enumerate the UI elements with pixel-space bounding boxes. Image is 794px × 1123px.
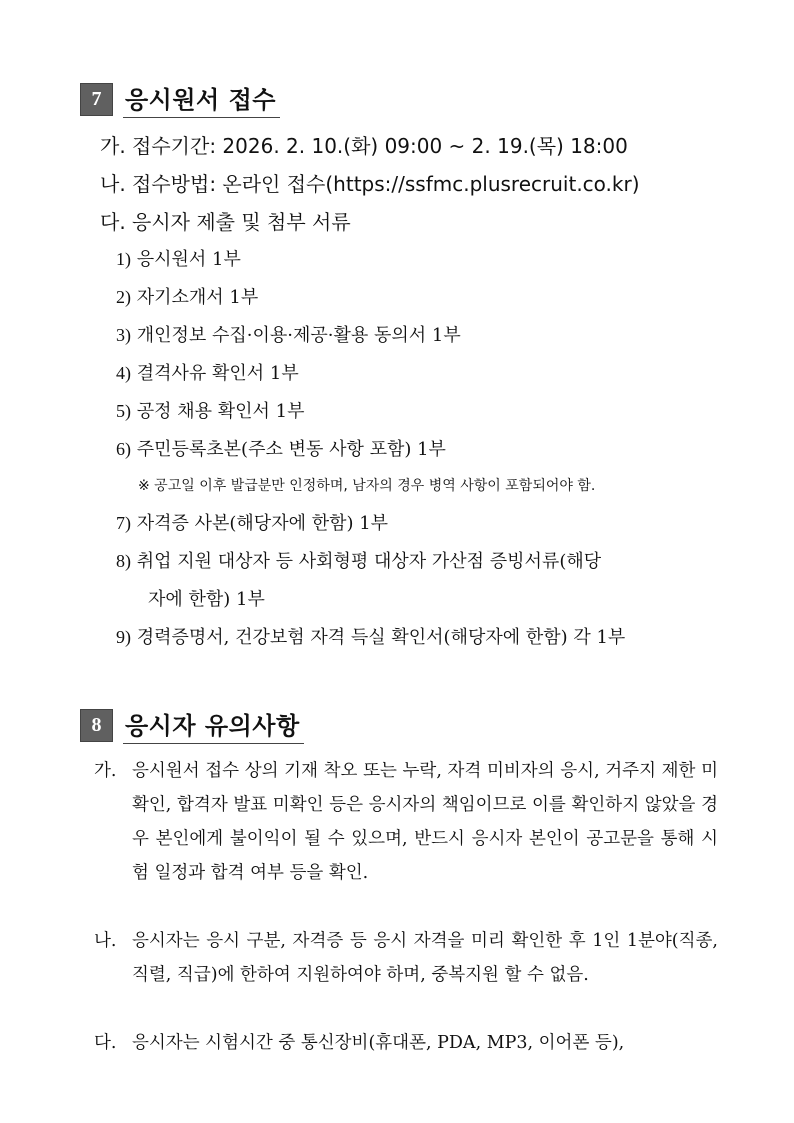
doc-item-1-num: 1) xyxy=(116,249,131,269)
s8-item-da xyxy=(94,1026,718,1060)
doc-item-9-num: 9) xyxy=(116,627,131,647)
s8-item-ga xyxy=(94,754,718,890)
doc-item-2-text: 자기소개서 1부 xyxy=(136,287,259,308)
doc-item-2 xyxy=(116,283,258,309)
s8-item-na-marker: 나. xyxy=(94,931,117,951)
doc-item-5-num: 5) xyxy=(116,401,131,421)
s7-item-na-text: 접수방법: 온라인 접수(https://ssfmc.plusrecruit.co.kr) xyxy=(132,172,640,196)
s7-item-da-text: 응시자 제출 및 첨부 서류 xyxy=(132,210,351,234)
section-7-heading xyxy=(80,80,280,118)
s7-item-da xyxy=(100,206,351,235)
doc-item-3 xyxy=(116,321,461,347)
doc-item-5 xyxy=(116,397,304,423)
s7-item-na-marker: 나. xyxy=(100,172,126,196)
section-7-title-wrap xyxy=(123,80,280,118)
s7-item-ga xyxy=(100,130,628,159)
s7-item-da-marker: 다. xyxy=(100,210,126,234)
doc-item-8-num: 8) xyxy=(116,551,131,571)
s7-item-na xyxy=(100,168,640,197)
section-8-title-wrap xyxy=(123,706,304,744)
section-7-title: 응시원서 접수 xyxy=(125,86,276,114)
s8-item-na-text: 응시자는 응시 구분, 자격증 등 응시 자격을 미리 확인한 후 1인 1분야(직종, 직렬, 직급)에 한하여 지원하여야 하며, 중복지원 할 수 없음. xyxy=(132,931,718,985)
doc-item-9-text: 경력증명서, 건강보험 자격 득실 확인서(해당자에 한함) 각 1부 xyxy=(136,627,626,648)
doc-item-7-text: 자격증 사본(해당자에 한함) 1부 xyxy=(136,513,389,534)
section-8-number: 8 xyxy=(80,709,113,742)
s8-item-na xyxy=(94,924,718,992)
doc-item-6-text: 주민등록초본(주소 변동 사항 포함) 1부 xyxy=(136,439,446,460)
doc-note: ※ 공고일 이후 발급분만 인정하며, 남자의 경우 병역 사항이 포함되어야 함. xyxy=(138,478,596,494)
doc-item-7 xyxy=(116,509,388,535)
doc-item-1-text: 응시원서 1부 xyxy=(136,249,241,270)
section-8-title: 응시자 유의사항 xyxy=(125,712,300,740)
doc-item-7-num: 7) xyxy=(116,513,131,533)
doc-item-6-num: 6) xyxy=(116,439,131,459)
doc-item-9 xyxy=(116,623,625,649)
doc-item-3-text: 개인정보 수집·이용·제공·활용 동의서 1부 xyxy=(136,325,461,346)
s8-item-da-text: 응시자는 시험시간 중 통신장비(휴대폰, PDA, MP3, 이어폰 등), xyxy=(132,1033,625,1053)
doc-item-8 xyxy=(116,547,601,573)
s8-item-ga-marker: 가. xyxy=(94,761,117,781)
doc-item-8-continued: 자에 한함) 1부 xyxy=(148,589,265,610)
doc-item-4 xyxy=(116,359,299,385)
s8-item-da-marker: 다. xyxy=(94,1033,117,1053)
s8-item-ga-text: 응시원서 접수 상의 기재 착오 또는 누락, 자격 미비자의 응시, 거주지 제한 미확인, 합격자 발표 미확인 등은 응시자의 책임이므로 이를 확인하지 않았을 경우 본인에게 불이익이 될 수 있으며, 반드시 응시자 본인이 공고문을 통해 시험 일정과 합격 여부 등을 확인. xyxy=(132,761,718,883)
doc-item-2-num: 2) xyxy=(116,287,131,307)
doc-item-8-text: 취업 지원 대상자 등 사회형평 대상자 가산점 증빙서류(해당 xyxy=(136,551,602,572)
doc-item-5-text: 공정 채용 확인서 1부 xyxy=(136,401,305,422)
doc-item-6 xyxy=(116,435,446,461)
doc-item-4-num: 4) xyxy=(116,363,131,383)
s7-item-ga-marker: 가. xyxy=(100,134,126,158)
doc-item-3-num: 3) xyxy=(116,325,131,345)
doc-item-4-text: 결격사유 확인서 1부 xyxy=(136,363,299,384)
section-7-number: 7 xyxy=(80,83,113,116)
s7-item-ga-text: 접수기간: 2026. 2. 10.(화) 09:00 ~ 2. 19.(목) 18:00 xyxy=(132,134,628,158)
doc-item-1 xyxy=(116,245,241,271)
section-8-heading xyxy=(80,706,304,744)
